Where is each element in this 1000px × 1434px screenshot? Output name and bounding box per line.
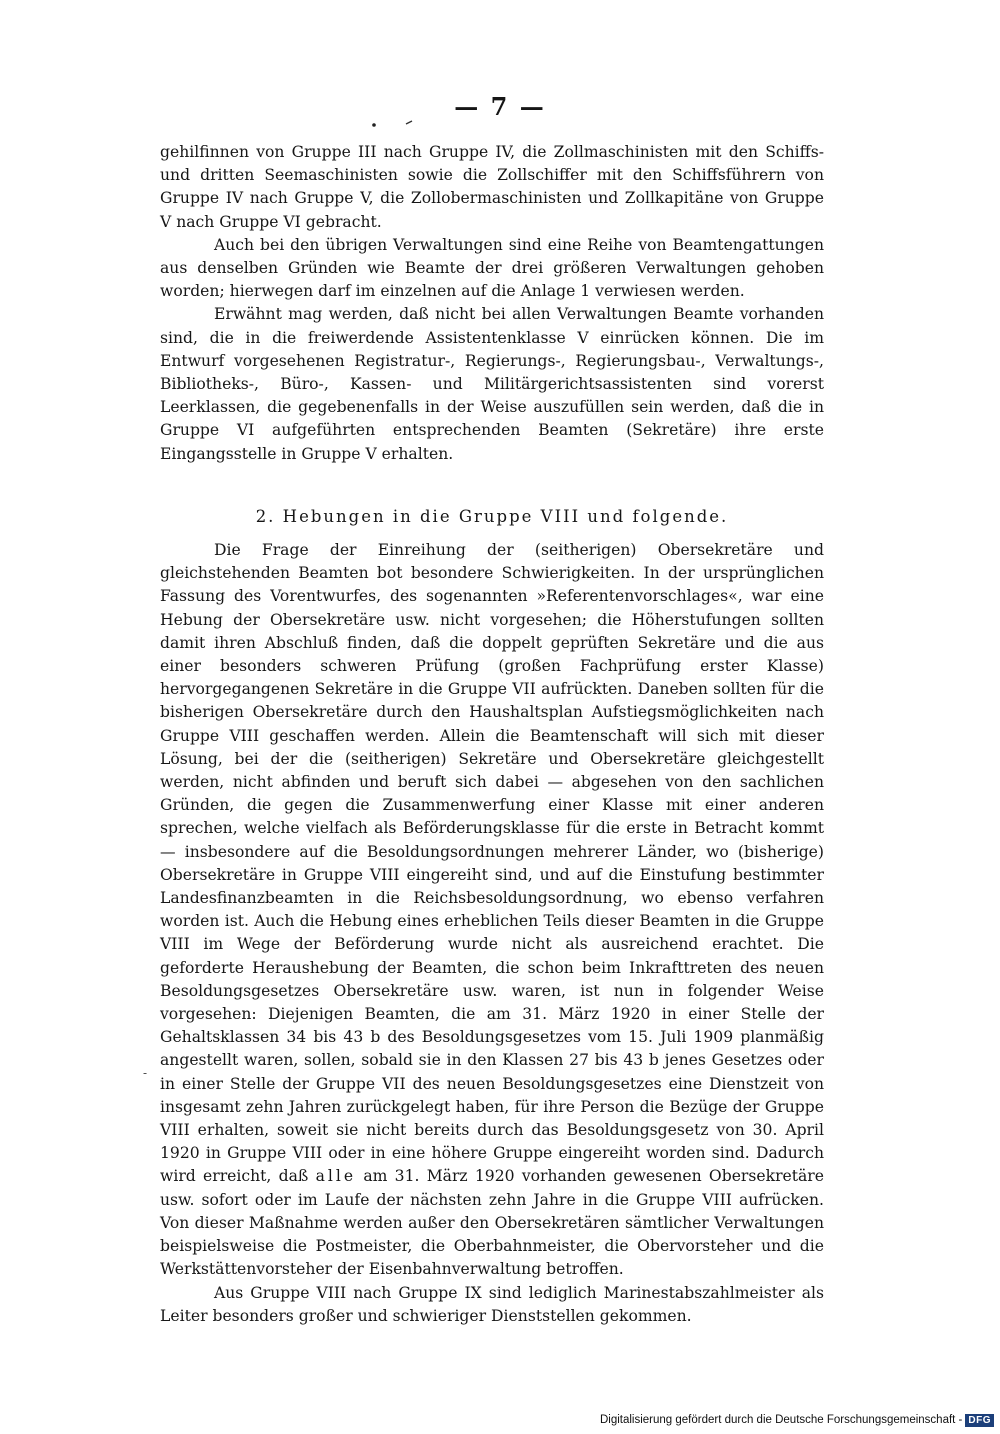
footer-text: Digitalisierung gefördert durch die Deutsche Forschungsgemeinschaft - xyxy=(599,1414,963,1426)
section-1-text xyxy=(160,141,824,466)
emphasis-alle: alle xyxy=(315,1167,357,1186)
section-2-heading: 2. Hebungen in die Gruppe VIII und folgende. xyxy=(255,507,729,526)
digitization-footer xyxy=(600,1412,994,1428)
paragraph-assistant-class: Erwähnt mag werden, daß nicht bei allen Verwaltungen Beamte vorhanden sind, die in die freiwerdende Assistentenklasse V einrücken können. Die im Entwurf vorgesehenen Registratur-, Regierungs-, Regierungsbau-, Verwaltungs-, Bibliotheks-, Büro-, Kassen- und Militärgerichtsassistenten sind vorerst Leerklassen, die gegebenenfalls in der Weise auszufüllen sein werden, daß die in Gruppe VI aufgeführten entsprechenden Beamten (Sekretäre) ihre erste Eingangsstelle in Gruppe V erhalten. xyxy=(160,305,824,463)
paragraph-obersekretaere xyxy=(160,539,824,1282)
print-specks xyxy=(368,116,418,130)
page-number: — 7 — xyxy=(454,92,546,121)
margin-mark: - xyxy=(143,1066,148,1080)
paragraph-obersekretaere-main: Die Frage der Einreihung der (seitherigen) Obersekretäre und gleichstehenden Beamten bot besondere Schwierigkeiten. In der ursprünglichen Fassung des Vorentwurfes, des sogenannten »Referentenvorschlages«, war eine Hebung der Obersekretäre usw. nicht vorgesehen; die Höherstufungen sollten damit ihren Abschluß finden, daß die doppelt geprüften Sekretäre und die aus einer besonders schweren Prüfung (großen Fachprüfung erster Klasse) hervorgegangenen Sekretäre in die Gruppe VII aufrückten. Daneben sollten für die bisherigen Obersekretäre durch den Haushaltsplan Aufstiegsmöglichkeiten nach Gruppe VIII geschaffen werden. Allein die Beamtenschaft will sich mit dieser Lösung, bei der die (seitherigen) Sekretäre und Obersekretäre gleichgestellt werden, nicht abfinden und beruft sich dabei — abgesehen von den sachlichen Gründen, die gegen die Zusammenwerfung einer Klasse mit einer anderen sprechen, welche vielfach als Beförderungsklasse für die erste in Betracht kommt — insbesondere auf die Besoldungsordnungen mehrerer Länder, wo (bisherige) Obersekretäre in Gruppe VIII eingereiht sind, und auf die Einstufung bestimmter Landesfinanzbeamten in die Reichsbesoldungsordnung, wo ebenso verfahren worden ist. Auch die Hebung eines erheblichen Teils dieser Beamten in die Gruppe VIII im Wege der Beförderung wurde nicht als ausreichend erachtet. Die geforderte Heraushebung der Beamten, die schon beim Inkrafttreten des neuen Besoldungsgesetzes Obersekretäre usw. waren, ist nun in folgender Weise vorgesehen: Diejenigen Beamten, die am 31. März 1920 in einer Stelle der Gehaltsklassen 34 bis 43 b des Besoldungsgesetzes vom 15. Juli 1909 planmäßig angestellt waren, sollen, sobald sie in den Klassen 27 bis 43 b jenes Gesetzes oder in einer Stelle der Gruppe VII des neuen Besoldungsgesetzes eine Dienstzeit von insgesamt zehn Jahren zurückgelegt haben, für ihre Person die Bezüge der Gruppe VIII erhalten, soweit sie nicht bereits durch das Besoldungsgesetz von 30. April 1920 in Gruppe VIII oder in eine höhere Gruppe eingereiht worden sind. Dadurch wird erreicht, daß xyxy=(160,541,824,1186)
paragraph-continued: gehilfinnen von Gruppe III nach Gruppe IV, die Zollmaschinisten mit den Schiffs- und dritten Seemaschinisten sowie die Zollschiffer mit den Schiffsführern von Gruppe IV nach Gruppe V, die Zollobermaschinisten und Zollkapitäne von Gruppe V nach Gruppe VI gebracht. xyxy=(160,143,824,231)
paragraph-obersekretaere-tail: am 31. März 1920 vorhanden gewesenen Obersekretäre usw. sofort oder im Laufe der nächsten zehn Jahre in die Gruppe VIII aufrücken. Von dieser Maßnahme werden außer den Obersekretären sämtlicher Verwaltungen beispielsweise die Postmeister, die Oberbahnmeister, die Obervorsteher und die Werkstättenvorsteher der Eisenbahnverwaltung betroffen. xyxy=(160,1167,824,1279)
paragraph-gruppe-ix: Aus Gruppe VIII nach Gruppe IX sind lediglich Marinestabszahlmeister als Leiter besonders großer und schwieriger Dienststellen gekommen. xyxy=(160,1283,824,1325)
paragraph-other-administrations: Auch bei den übrigen Verwaltungen sind eine Reihe von Beamtengattungen aus denselben Gründen wie Beamte der drei größeren Verwaltungen gehoben worden; hierwegen darf im einzelnen auf die Anlage 1 verwiesen werden. xyxy=(160,235,824,301)
dfg-logo: DFG xyxy=(965,1414,994,1427)
section-2-text xyxy=(160,539,824,1328)
